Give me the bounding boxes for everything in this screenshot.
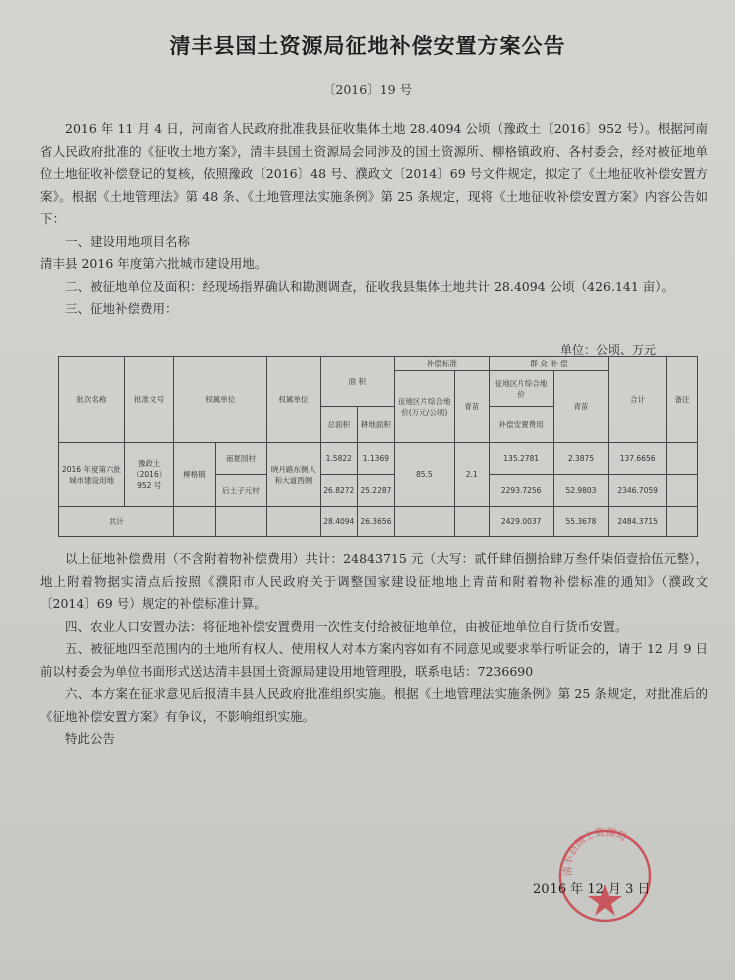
paragraph-project-name: 清丰县 2016 年度第六批城市建设用地。 [40,256,268,271]
cell-crop-std: 2.1 [454,443,489,507]
cell-village: 南夏园村 [215,443,267,475]
header-comp: 群 众 补 偿 [489,357,609,371]
cell-fee: 135.2781 [489,443,553,475]
header-approval: 批准文号 [124,357,173,443]
paragraph-section-5: 五、被征地四至范围内的土地所有权人、使用权人对本方案内容如有不同意见或要求举行听证会的，请于 12 月 9 日前以村委会为单位书面形式送达清丰县国土资源局建设用地管理股，联系电话：7236690 [40,641,708,679]
header-arable: 耕地面积 [357,407,394,443]
cell-total-crop: 55.3678 [553,507,609,537]
header-std-crop: 青苗 [454,371,489,443]
cell-note [666,443,697,475]
cell-total-arable: 26.3656 [357,507,394,537]
cell-total-sum: 2484.3715 [609,507,667,537]
table-row [59,443,698,475]
cell-location: 晓月路东侧人和大道西侧 [267,443,321,507]
cell-empty [174,507,215,537]
cell-total-label: 共计 [59,507,174,537]
unit-label: 单位：公顷、万元 [560,343,657,357]
cell-empty [394,507,454,537]
paragraph-closing: 特此公告 [65,731,116,746]
compensation-table [58,356,698,537]
header-note: 备注 [666,357,697,443]
official-seal-icon [555,826,655,926]
cell-arable: 25.2287 [357,475,394,507]
header-area: 面 积 [320,357,394,407]
header-std: 补偿标准 [394,357,489,371]
paragraph-section-4: 四、农业人口安置办法：将征地补偿安置费用一次性支付给被征地单位，由被征地单位自行货币安置。 [65,618,628,634]
paragraph-section-6: 六、本方案在征求意见后报清丰县人民政府批准组织实施。根据《土地管理法实施条例》第 25 条规定，对批准后的《征地补偿安置方案》有争议，不影响组织实施。 [40,686,708,724]
cell-crop: 2.3875 [553,443,609,475]
cell-village: 后土子元村 [215,475,267,507]
paragraph-section-2: 二、被征地单位及面积：经现场指界确认和勘测调查，征收我县集体土地共计 28.4094 公顷（426.141 亩）。 [65,278,675,294]
header-total-area: 总面积 [320,407,357,443]
cell-empty [215,507,267,537]
table-total-row [59,507,698,537]
cell-sum: 137.6656 [609,443,667,475]
header-owner-location: 权属单位 [267,357,321,443]
cell-sum: 2346.7059 [609,475,667,507]
header-batch: 批次名称 [59,357,125,443]
paragraph-section-1: 一、建设用地项目名称 [65,233,191,249]
cell-empty [666,507,697,537]
cell-empty [454,507,489,537]
header-comp-price: 征地区片综合地价 [489,371,553,407]
seal-text: 清丰县国土资源局 [562,827,628,877]
cell-town: 柳格镇 [174,443,215,507]
cell-fee: 2293.7256 [489,475,553,507]
document-date: 2016 年 12 月 3 日 [533,882,651,897]
cell-approval: 豫政土（2016）952 号 [124,443,173,507]
cell-price: 85.5 [394,443,454,507]
cell-crop: 52.9803 [553,475,609,507]
cell-total: 1.5822 [320,443,357,475]
paragraph-intro: 2016 年 11 月 4 日，河南省人民政府批准我县征收集体土地 28.4094 公顷（豫政土〔2016〕952 号）。根据河南省人民政府批准的《征收土地方案》，清丰县国土资源局会同涉及的国土资源所、柳格镇政府、各村委会，经对被征地单位土地征收补偿登记的复核，依照豫政〔2016〕48 号、濮政文〔2014〕69 号文件规定，拟定了《土地征收补偿安置方案》。根据《土地管理法》第 48 条、《土地管理法实施条例》第 25 条规定，现将《土地征收补偿安置方案》内容公告如下： [40,121,708,226]
header-sum: 合计 [609,357,667,443]
header-comp-fee: 补偿安置费用 [489,407,553,443]
cell-total-fee: 2429.0037 [489,507,553,537]
compensation-table-wrap [58,356,698,537]
header-owner: 权属单位 [174,357,267,443]
paragraph-section-3: 三、征地补偿费用： [65,301,178,316]
cell-note [666,475,697,507]
cell-batch: 2016 年度第六批城市建设用地 [59,443,125,507]
cell-total: 26.8272 [320,475,357,507]
document-title: 清丰县国土资源局征地补偿安置方案公告 [169,34,566,58]
header-std-price: 征地区片综合地价(万元/公顷) [394,371,454,443]
cell-empty [267,507,321,537]
cell-arable: 1.1369 [357,443,394,475]
header-comp-crop: 青苗 [553,371,609,443]
cell-total-area: 28.4094 [320,507,357,537]
body-top [40,118,708,321]
paragraph-total-cost: 以上征地补偿费用（不含附着物补偿费用）共计：24843715 元（大写：贰仟肆佰捌拾肆万叁仟柒佰壹拾伍元整），地上附着物据实清点后按照《濮阳市人民政府关于调整国家建设征地地上青苗和附着物补偿标准的通知》（濮政文〔2014〕69 号）规定的补偿标准计算。 [40,551,708,611]
body-bottom [40,548,708,751]
document-number: 〔2016〕19 号 [322,82,413,97]
